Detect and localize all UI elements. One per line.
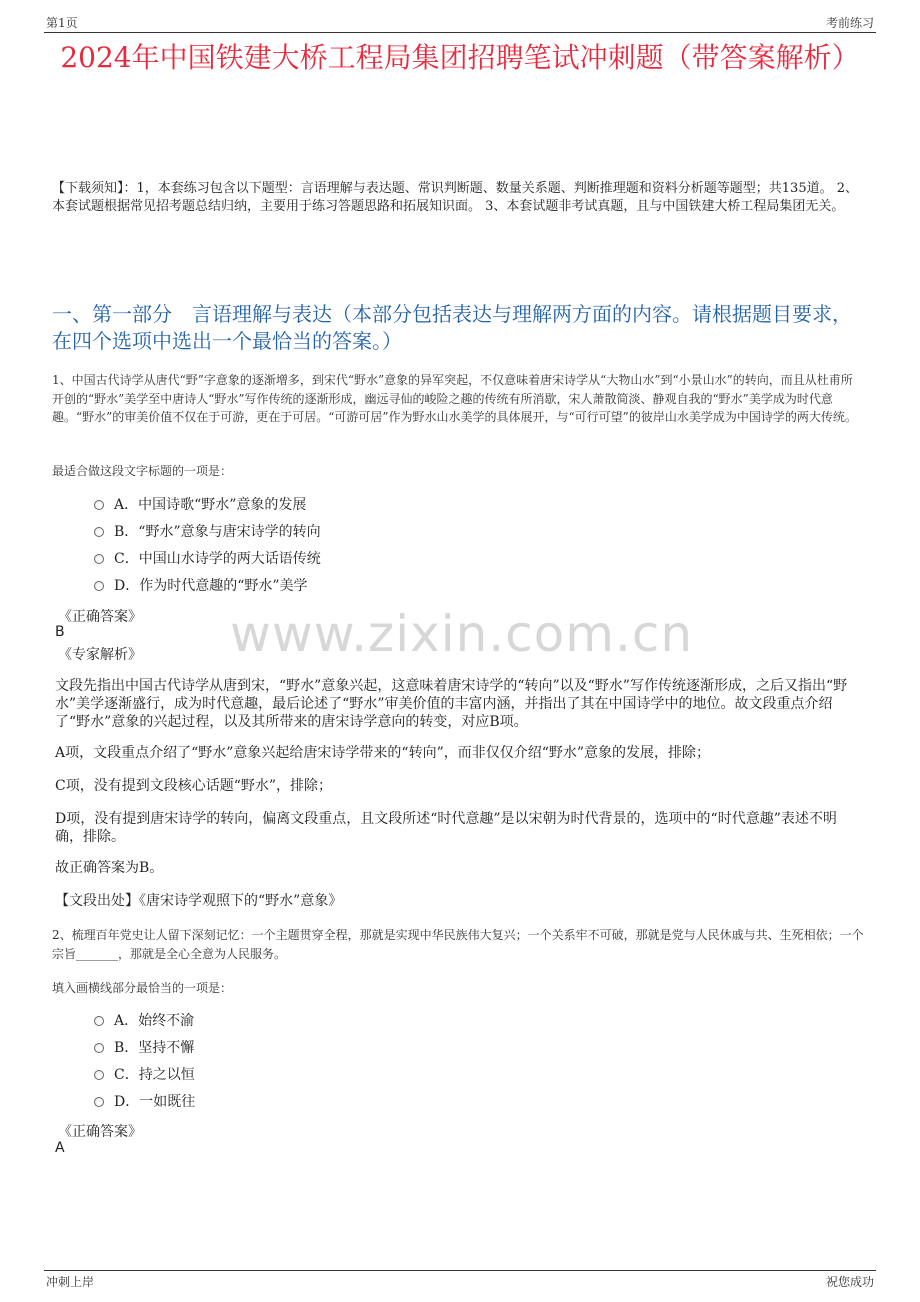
option-label: B．坚持不懈 (114, 1040, 195, 1056)
radio-icon[interactable] (94, 581, 104, 591)
watermark: www.zixin.com.cn (230, 605, 694, 663)
header-tag: 考前练习 (825, 16, 874, 30)
document-title: 2024年中国铁建大桥工程局集团招聘笔试冲刺题（带答案解析） (60, 41, 860, 74)
radio-icon[interactable] (94, 554, 104, 564)
radio-icon[interactable] (94, 1043, 104, 1053)
question-2-prompt: 填入画横线部分最恰当的一项是： (52, 981, 233, 995)
expert-analysis-label: 《专家解析》 (58, 647, 142, 663)
option-label: A．始终不渝 (114, 1013, 195, 1029)
footer-left: 冲刺上岸 (46, 1275, 95, 1289)
page-footer (44, 1270, 876, 1289)
correct-answer-label: 《正确答案》 (58, 1124, 142, 1140)
download-notice: 【下载须知】：1，本套练习包含以下题型：言语理解与表达题、常识判断题、数量关系题、判断推理题和资料分析题等题型；共135道。 2、本套试题根据常见招考题总结归纳，主要用于练习答题思路和拓展知识面。 3、本套试题非考试真题，且与中国铁建大桥工程局集团无关。 (52, 181, 858, 214)
question-1-prompt: 最适合做这段文字标题的一项是： (52, 464, 233, 478)
option-label: C．持之以恒 (114, 1067, 195, 1083)
radio-icon[interactable] (94, 1016, 104, 1026)
radio-icon[interactable] (94, 527, 104, 537)
q1-analysis-d: D项，没有提到唐宋诗学的转向，偏离文段重点，且文段所述“时代意趣”是以宋朝为时代背景的，选项中的“时代意趣”表述不明确，排除。 (55, 811, 837, 845)
option-label: D．作为时代意趣的“野水”美学 (114, 578, 308, 594)
section-heading: 一、第一部分 言语理解与表达（本部分包括表达与理解两方面的内容。请根据题目要求，在四个选项中选出一个最恰当的答案。） (52, 302, 852, 353)
page-header (44, 14, 876, 33)
q1-source: 【文段出处】《唐宋诗学观照下的“野水”意象》 (55, 893, 343, 909)
correct-answer-label: 《正确答案》 (58, 609, 142, 625)
radio-icon[interactable] (94, 1070, 104, 1080)
question-1-stem: 1、中国古代诗学从唐代“野”字意象的逐渐增多，到宋代“野水”意象的异军突起，不仅意味着唐宋诗学从“大物山水”到“小景山水”的转向，而且从杜甫所开创的“野水”美学至中唐诗人“野水”写作传统的逐渐形成，幽远寻仙的峻险之趣的传统有所消歇，宋人萧散简淡、静观自我的“野水”美学成为时代意趣。“野水”的审美价值不仅在于可游，更在于可居。“可游可居”作为野水山水美学的具体展开，与“可行可望”的彼岸山水美学成为中国诗学的两大传统。 (52, 373, 857, 424)
radio-icon[interactable] (94, 1097, 104, 1107)
option-label: A．中国诗歌“野水”意象的发展 (114, 497, 307, 513)
q1-analysis-a: A项，文段重点介绍了“野水”意象兴起给唐宋诗学带来的“转向”，而非仅仅介绍“野水”意象的发展，排除； (55, 745, 711, 761)
q1-analysis-main: 文段先指出中国古代诗学从唐到宋，“野水”意象兴起，这意味着唐宋诗学的“转向”以及“野水”写作传统逐渐形成，之后又指出“野水”美学逐渐盛行，成为时代意趣，最后论述了“野水”审美价值的丰富内涵，并指出了其在中国诗学中的地位。故文段重点介绍了“野水”意象的兴起过程，以及其所带来的唐宋诗学意向的转变，对应B项。 (55, 678, 848, 730)
option-label: C．中国山水诗学的两大话语传统 (114, 551, 321, 567)
q1-answer: B (55, 624, 65, 640)
q2-answer: A (55, 1140, 65, 1156)
question-2-stem: 2、梳理百年党史让人留下深刻记忆：一个主题贯穿全程，那就是实现中华民族伟大复兴；一个关系牢不可破，那就是党与人民休戚与共、生死相依；一个宗旨_______，那就是全心全意为人民服务。 (52, 928, 864, 961)
page-number: 第1页 (46, 16, 78, 30)
footer-right: 祝您成功 (825, 1275, 874, 1289)
option-label: D．一如既往 (114, 1094, 196, 1110)
q1-analysis-c: C项，没有提到文段核心话题“野水”，排除； (55, 778, 333, 794)
option-label: B．“野水”意象与唐宋诗学的转向 (114, 524, 321, 540)
radio-icon[interactable] (94, 500, 104, 510)
q1-analysis-conclusion: 故正确答案为B。 (55, 860, 164, 876)
